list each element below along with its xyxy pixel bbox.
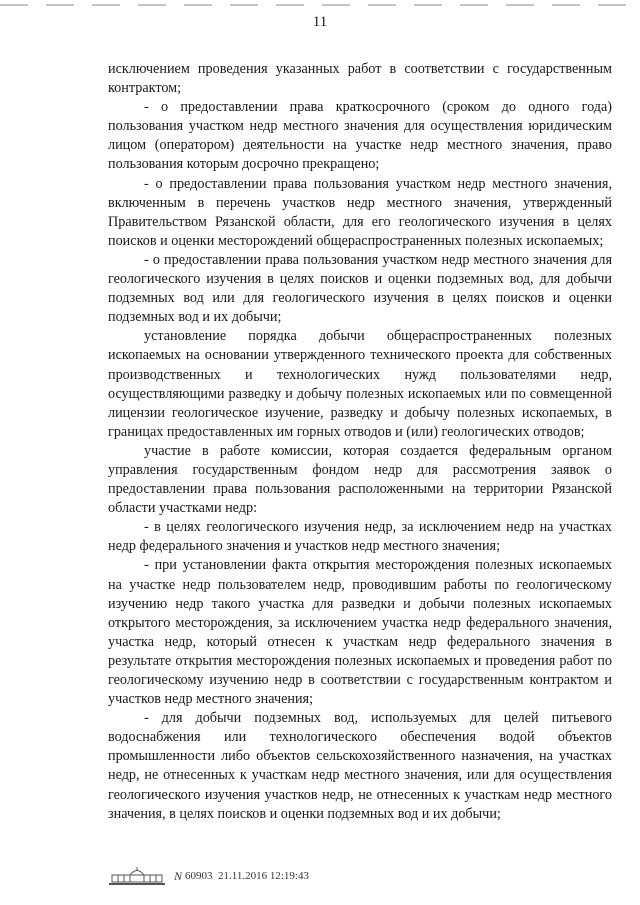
page-number: 11 — [312, 14, 328, 30]
paragraph: исключением проведения указанных работ в соответствии с государственным контрактом; — [108, 61, 612, 97]
scan-top-edge — [0, 4, 640, 6]
paragraph: - в целях геологического изучения недр, за исключением недр на участках недр федерального значения и участков недр местного значения; — [108, 519, 612, 555]
document-footer — [108, 866, 309, 886]
paragraph: участие в работе комиссии, которая создается федеральным органом управления государственным фондом недр для рассмотрения заявок о предоставлении права пользования расположенными на территории Рязанской области участками недр: — [108, 442, 612, 517]
parliament-building-icon — [108, 866, 166, 886]
paragraph: - для добычи подземных вод, используемых для целей питьевого водоснабжения или технологического обеспечения водой объектов промышленности либо объектов сельскохозяйственного назначения, на участках недр, не отнесенных к участкам недр местного значения, или для осуществления геологического изучения участков недр, не отнесенных к участкам недр местного значения, в целях поисков и оценки подземных вод и их добычи; — [108, 710, 612, 822]
paragraph: - при установлении факта открытия месторождения полезных ископаемых на участке недр пользователем недр, проводившим работы по геологическому изучению недр такого участка для разведки и добычи полезных ископаемых открытого месторождения, за исключением участка недр федерального значения, участка недр, который отнесен к участкам недр федерального значения в результате открытия месторождения полезных ископаемых и проведения работ по геологическому изучению недр в соответствии с государственным контрактом и участков недр местного значения; — [108, 557, 612, 708]
document-timestamp: 21.11.2016 12:19:43 — [218, 870, 309, 882]
document-number: 60903 — [185, 870, 213, 882]
paragraph: - о предоставлении права пользования участком недр местного значения для геологического изучения в целях поисков и оценки подземных вод, для добычи подземных вод или для геологического изучения в целях поисков и оценки подземных вод и их добычи; — [108, 251, 612, 326]
paragraph: - о предоставлении права краткосрочного (сроком до одного года) пользования участком недр местного значения для осуществления юридическим лицом (оператором) деятельности на участке недр местного значения, право пользования которым досрочно прекращено; — [108, 99, 612, 173]
document-body — [108, 60, 612, 824]
paragraph: - о предоставлении права пользования участком недр местного значения, включенным в перечень участков недр местного значения, утвержденный Правительством Рязанской области, для его геологического изучения в целях поисков и оценки месторождений общераспространенных полезных ископаемых; — [108, 175, 612, 249]
paragraph: установление порядка добычи общераспространенных полезных ископаемых на основании утвержденного технического проекта для собственных производственных и технологических нужд пользователями недр, осуществляющими разведку и добычу полезных ископаемых или по совмещенной лицензии геологическое изучение, разведку и добычу полезных ископаемых, в границах предоставленных им горных отводов и (или) геологических отводов; — [108, 328, 612, 440]
document-number-mark: N — [174, 868, 183, 883]
